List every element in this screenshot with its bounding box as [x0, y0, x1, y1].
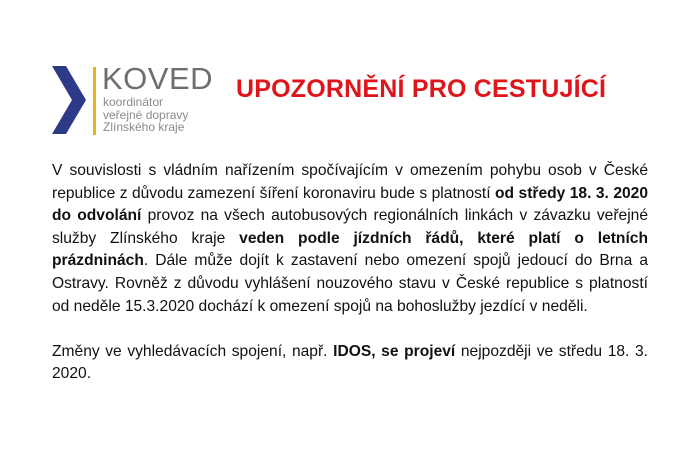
logo-tagline-line: veřejné dopravy — [103, 107, 189, 122]
notice-paragraph-2 — [52, 341, 648, 386]
text-run: provoz na všech autobusových regionálních linkách v závazku veřejné služby Zlínského kraje — [52, 207, 648, 247]
koved-chevron-logo-icon — [52, 66, 86, 134]
bold-run-idos: IDOS, se projeví — [333, 342, 456, 360]
text-run: V souvislosti s vládním nařízením spočívajícím v omezením pohybu osob v České republice z důvodu zamezení šíření koronaviru bude s platností — [52, 162, 648, 202]
bold-run-timetable: veden podle jízdních řádů, které platí o letních prázdninách — [52, 229, 648, 270]
header — [52, 61, 652, 140]
logo-tagline-line: Zlínského kraje — [103, 120, 185, 134]
page-title: UPOZORNĚNÍ PRO CESTUJÍCÍ — [236, 75, 607, 103]
text-run: . Dále může dojít k zastavení nebo omezení spojů jedoucí do Brna a Ostravy. Rovněž z důvodu vyhlášení nouzového stavu v České republice s platností od neděle 15.3.2020 dochází k omezení spojů na bohoslužby jezdící v neděli. — [52, 252, 648, 315]
logo-tagline-line: koordinátor — [103, 95, 164, 109]
notice-paragraph-1 — [52, 160, 648, 318]
logo-tagline — [103, 96, 188, 134]
notice-body — [52, 160, 648, 386]
logo-divider — [93, 67, 96, 135]
logo-name: KOVED — [102, 61, 214, 96]
text-run: Změny ve vyhledávacích spojení, např. — [52, 342, 334, 360]
bold-run-validity: od středy 18. 3. 2020 do odvolání — [52, 184, 649, 225]
text-run: nejpozději ve středu 18. 3. 2020. — [52, 342, 648, 383]
